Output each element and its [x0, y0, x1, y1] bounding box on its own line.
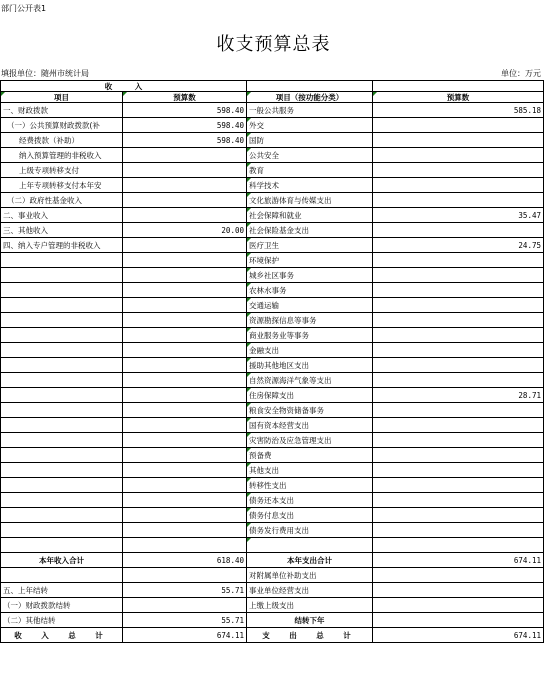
table-row [1, 478, 544, 493]
expenditure-budget-cell [373, 538, 544, 553]
income-budget-cell [123, 148, 247, 163]
table-row [1, 178, 544, 193]
col-header-income-budget: 预算数 [123, 92, 247, 103]
income-item-cell: 上级专项转移支付 [1, 163, 123, 178]
expenditure-budget-cell [373, 178, 544, 193]
table-row [1, 388, 544, 403]
table-row [1, 448, 544, 463]
expenditure-budget-cell [373, 283, 544, 298]
expenditure-item-cell: 结转下年 [247, 613, 373, 628]
table-row [1, 238, 544, 253]
expenditure-item-cell: 交通运输 [247, 298, 373, 313]
income-item-cell: 经费拨款（补助） [1, 133, 123, 148]
expenditure-group-header [247, 81, 373, 92]
expenditure-item-cell: 公共安全 [247, 148, 373, 163]
expenditure-item-cell: 本年支出合计 [247, 553, 373, 568]
expenditure-budget-cell [373, 418, 544, 433]
expenditure-item-cell: 上缴上级支出 [247, 598, 373, 613]
expenditure-budget-cell [373, 508, 544, 523]
income-budget-cell [123, 268, 247, 283]
table-row [1, 568, 544, 583]
income-budget-cell: 674.11 [123, 628, 247, 643]
expenditure-item-cell: 金融支出 [247, 343, 373, 358]
expenditure-budget-cell [373, 358, 544, 373]
expenditure-budget-cell [373, 568, 544, 583]
page-title: 收支预算总表 [216, 34, 331, 55]
expenditure-budget-cell [373, 118, 544, 133]
income-item-cell: 收 入 总 计 [1, 628, 123, 643]
income-budget-cell [123, 523, 247, 538]
table-row [1, 433, 544, 448]
income-item-cell: （一）财政拨款结转 [1, 598, 123, 613]
expenditure-budget-cell [373, 613, 544, 628]
expenditure-budget-cell [373, 223, 544, 238]
expenditure-budget-cell [373, 148, 544, 163]
income-item-cell [1, 538, 123, 553]
expenditure-item-cell: 文化旅游体育与传媒支出 [247, 193, 373, 208]
income-budget-cell: 618.40 [123, 553, 247, 568]
expenditure-budget-cell [373, 373, 544, 388]
expenditure-item-cell: 债务还本支出 [247, 493, 373, 508]
income-item-cell [1, 328, 123, 343]
income-budget-cell [123, 193, 247, 208]
income-budget-cell [123, 508, 247, 523]
expenditure-item-cell: 社会保险基金支出 [247, 223, 373, 238]
expenditure-budget-cell [373, 598, 544, 613]
expenditure-item-cell: 转移性支出 [247, 478, 373, 493]
expenditure-item-cell: 环境保护 [247, 253, 373, 268]
table-row [1, 628, 544, 643]
table-row [1, 613, 544, 628]
expenditure-budget-cell [373, 463, 544, 478]
expenditure-budget-cell [373, 313, 544, 328]
expenditure-item-cell: 科学技术 [247, 178, 373, 193]
expenditure-budget-cell: 24.75 [373, 238, 544, 253]
table-row [1, 553, 544, 568]
expenditure-item-cell: 住房保障支出 [247, 388, 373, 403]
expenditure-item-cell: 资源勘探信息等事务 [247, 313, 373, 328]
income-item-cell [1, 373, 123, 388]
expenditure-item-cell: 社会保障和就业 [247, 208, 373, 223]
income-budget-cell [123, 163, 247, 178]
table-row [1, 268, 544, 283]
income-budget-cell [123, 418, 247, 433]
expenditure-item-cell: 外交 [247, 118, 373, 133]
income-item-cell [1, 403, 123, 418]
income-item-cell [1, 253, 123, 268]
income-item-cell: （一）公共预算财政拨款(补 [1, 118, 123, 133]
income-budget-cell [123, 388, 247, 403]
expenditure-item-cell: 农林水事务 [247, 283, 373, 298]
income-item-cell [1, 568, 123, 583]
income-item-cell [1, 523, 123, 538]
income-item-cell [1, 508, 123, 523]
income-item-cell: 上年专项转移支付本年安 [1, 178, 123, 193]
income-budget-cell [123, 253, 247, 268]
table-row [1, 283, 544, 298]
table-row [1, 343, 544, 358]
table-row [1, 538, 544, 553]
income-item-cell [1, 343, 123, 358]
income-budget-cell [123, 448, 247, 463]
expenditure-budget-cell [373, 268, 544, 283]
expenditure-item-cell: 债务付息支出 [247, 508, 373, 523]
table-row [1, 463, 544, 478]
income-item-cell: （二）其他结转 [1, 613, 123, 628]
income-item-cell: 纳入预算管理的非税收入 [1, 148, 123, 163]
table-row [1, 298, 544, 313]
income-budget-cell [123, 568, 247, 583]
table-row [1, 358, 544, 373]
income-budget-cell [123, 283, 247, 298]
currency-unit: 单位：万元 [501, 69, 541, 78]
table-row [1, 403, 544, 418]
income-item-cell: 五、上年结转 [1, 583, 123, 598]
table-row [1, 493, 544, 508]
income-budget-cell [123, 208, 247, 223]
table-row [1, 163, 544, 178]
expenditure-item-cell: 支 出 总 计 [247, 628, 373, 643]
expenditure-budget-cell [373, 448, 544, 463]
expenditure-budget-cell [373, 253, 544, 268]
income-group-header: 收 入 [1, 81, 247, 92]
table-row [1, 103, 544, 118]
expenditure-budget-cell [373, 523, 544, 538]
income-budget-cell [123, 178, 247, 193]
income-budget-cell: 598.40 [123, 103, 247, 118]
income-budget-cell [123, 373, 247, 388]
expenditure-item-cell: 粮食安全物资储备事务 [247, 403, 373, 418]
income-item-cell [1, 268, 123, 283]
document-label: 部门公开表1 [1, 4, 47, 13]
income-item-cell [1, 463, 123, 478]
expenditure-item-cell: 灾害防治及应急管理支出 [247, 433, 373, 448]
income-item-cell [1, 418, 123, 433]
table-column-header-row [1, 92, 544, 103]
expenditure-item-cell: 预备费 [247, 448, 373, 463]
expenditure-budget-cell: 585.18 [373, 103, 544, 118]
expenditure-item-cell: 商业服务业等事务 [247, 328, 373, 343]
table-row [1, 583, 544, 598]
income-item-cell: 本年收入合计 [1, 553, 123, 568]
col-header-income-item: 项目 [1, 92, 123, 103]
expenditure-item-cell: 一般公共服务 [247, 103, 373, 118]
expenditure-item-cell: 国有资本经营支出 [247, 418, 373, 433]
table-row [1, 118, 544, 133]
expenditure-budget-cell [373, 583, 544, 598]
income-budget-cell [123, 433, 247, 448]
expenditure-item-cell: 自然资源海洋气象等支出 [247, 373, 373, 388]
reporting-unit: 填报单位：随州市统计局 [1, 69, 89, 78]
income-item-cell [1, 493, 123, 508]
income-budget-cell: 55.71 [123, 583, 247, 598]
expenditure-budget-cell [373, 193, 544, 208]
table-group-header-row [1, 81, 544, 92]
expenditure-group-header-2 [373, 81, 544, 92]
expenditure-budget-cell [373, 433, 544, 448]
income-budget-cell [123, 478, 247, 493]
table-row [1, 133, 544, 148]
expenditure-budget-cell: 674.11 [373, 553, 544, 568]
expenditure-item-cell [247, 538, 373, 553]
income-item-cell: 一、财政拨款 [1, 103, 123, 118]
expenditure-budget-cell [373, 163, 544, 178]
expenditure-item-cell: 事业单位经营支出 [247, 583, 373, 598]
col-header-expenditure-item: 项目（按功能分类） [247, 92, 373, 103]
expenditure-budget-cell [373, 478, 544, 493]
table-row [1, 598, 544, 613]
income-item-cell [1, 478, 123, 493]
expenditure-budget-cell [373, 298, 544, 313]
income-item-cell [1, 358, 123, 373]
table-row [1, 208, 544, 223]
expenditure-item-cell: 教育 [247, 163, 373, 178]
table-row [1, 508, 544, 523]
income-item-cell: （二）政府性基金收入 [1, 193, 123, 208]
income-item-cell: 四、纳入专户管理的非税收入 [1, 238, 123, 253]
expenditure-budget-cell: 28.71 [373, 388, 544, 403]
income-budget-cell: 598.40 [123, 118, 247, 133]
expenditure-budget-cell [373, 493, 544, 508]
expenditure-item-cell: 国防 [247, 133, 373, 148]
table-row [1, 193, 544, 208]
table-row [1, 253, 544, 268]
income-budget-cell [123, 598, 247, 613]
income-item-cell [1, 448, 123, 463]
income-budget-cell [123, 463, 247, 478]
expenditure-item-cell: 债务发行费用支出 [247, 523, 373, 538]
table-row [1, 223, 544, 238]
income-item-cell [1, 433, 123, 448]
table-row [1, 328, 544, 343]
income-budget-cell [123, 298, 247, 313]
income-budget-cell: 598.40 [123, 133, 247, 148]
table-row [1, 148, 544, 163]
col-header-expenditure-budget: 预算数 [373, 92, 544, 103]
expenditure-budget-cell: 35.47 [373, 208, 544, 223]
expenditure-budget-cell [373, 328, 544, 343]
income-budget-cell [123, 403, 247, 418]
budget-table [0, 80, 544, 643]
expenditure-budget-cell [373, 403, 544, 418]
income-budget-cell [123, 538, 247, 553]
expenditure-item-cell: 其他支出 [247, 463, 373, 478]
income-item-cell: 二、事业收入 [1, 208, 123, 223]
income-budget-cell [123, 238, 247, 253]
expenditure-item-cell: 医疗卫生 [247, 238, 373, 253]
income-item-cell [1, 388, 123, 403]
income-budget-cell: 55.71 [123, 613, 247, 628]
income-item-cell [1, 283, 123, 298]
table-row [1, 313, 544, 328]
income-budget-cell [123, 493, 247, 508]
income-budget-cell [123, 328, 247, 343]
expenditure-budget-cell: 674.11 [373, 628, 544, 643]
expenditure-item-cell: 援助其他地区支出 [247, 358, 373, 373]
table-row [1, 418, 544, 433]
income-budget-cell [123, 358, 247, 373]
income-item-cell [1, 313, 123, 328]
income-budget-cell [123, 343, 247, 358]
table-row [1, 373, 544, 388]
table-row [1, 523, 544, 538]
income-budget-cell: 20.00 [123, 223, 247, 238]
income-budget-cell [123, 313, 247, 328]
expenditure-budget-cell [373, 343, 544, 358]
expenditure-budget-cell [373, 133, 544, 148]
expenditure-item-cell: 城乡社区事务 [247, 268, 373, 283]
income-item-cell [1, 298, 123, 313]
income-item-cell: 三、其他收入 [1, 223, 123, 238]
expenditure-item-cell: 对附属单位补助支出 [247, 568, 373, 583]
